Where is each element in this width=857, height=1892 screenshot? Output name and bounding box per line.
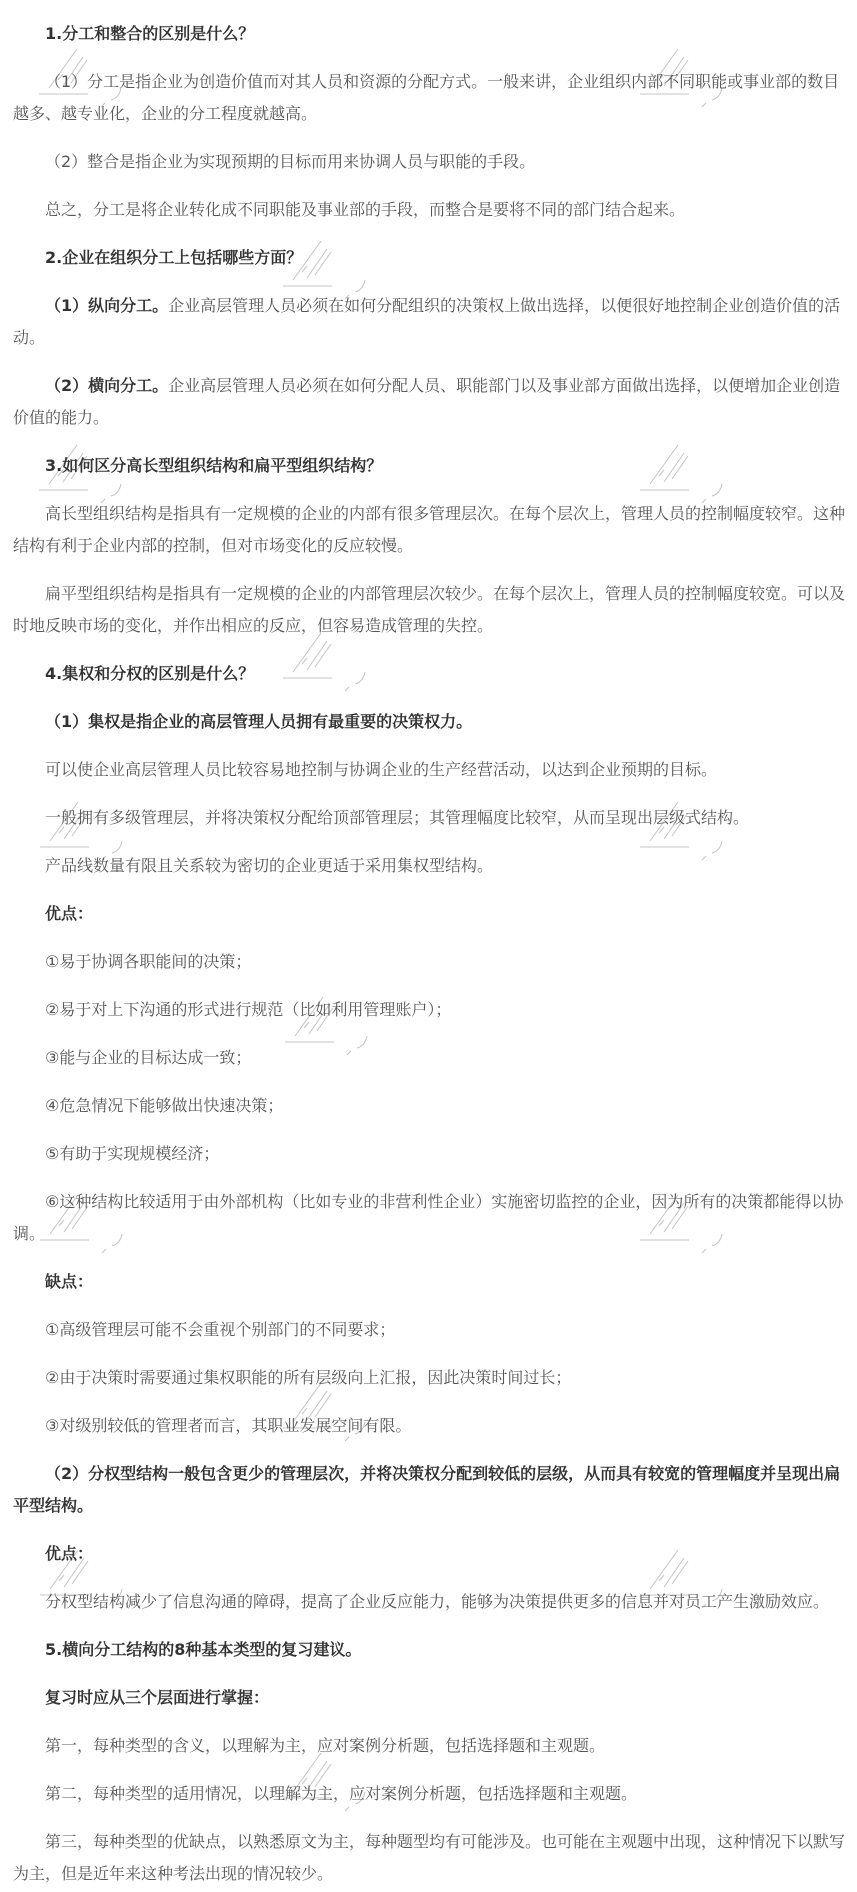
- list-item: ⑥这种结构比较适用于由外部机构（比如专业的非营利性企业）实施密切监控的企业，因为所有的决策都能得以协调。: [13, 1192, 844, 1243]
- list-item: ④危急情况下能够做出快速决策；: [45, 1096, 284, 1115]
- paragraph-text: 企业高层管理人员必须在如何分配人员、职能部门以及事业部方面做出选择，以便增加企业创造价值的能力。: [13, 376, 841, 427]
- paragraph: 第二，每种类型的适用情况，以理解为主，应对案例分析题，包括选择题和主观题。: [45, 1784, 638, 1803]
- paragraph: （2）整合是指企业为实现预期的目标而用来协调人员与职能的手段。: [45, 152, 536, 171]
- article-body: [13, 18, 847, 1890]
- list-item: ③对级别较低的管理者而言，其职业发展空间有限。: [45, 1416, 412, 1435]
- paragraph: 可以使企业高层管理人员比较容易地控制与协调企业的生产经营活动，以达到企业预期的目标。: [45, 760, 718, 779]
- paragraph: 一般拥有多级管理层，并将决策权分配给顶部管理层；其管理幅度比较窄，从而呈现出层级式结构。: [45, 808, 750, 827]
- list-item: ③能与企业的目标达成一致；: [45, 1048, 252, 1067]
- paragraph: 第一，每种类型的含义，以理解为主，应对案例分析题，包括选择题和主观题。: [45, 1736, 606, 1755]
- paragraph: 第三，每种类型的优缺点，以熟悉原文为主，每种题型均有可能涉及。也可能在主观题中出现，这种情况下以默写为主，但是近年来这种考法出现的情况较少。: [13, 1832, 846, 1883]
- list-item: ②由于决策时需要通过集权职能的所有层级向上汇报，因此决策时间过长；: [45, 1368, 572, 1387]
- label-advantages: 优点：: [45, 904, 94, 923]
- paragraph: 扁平型组织结构是指具有一定规模的企业的内部管理层次较少。在每个层次上，管理人员的控制幅度较宽。可以及时地反映市场的变化，并作出相应的反应，但容易造成管理的失控。: [13, 584, 846, 635]
- paragraph-text: 企业高层管理人员必须在如何分配组织的决策权上做出选择，以便很好地控制企业创造价值的活动。: [13, 296, 841, 347]
- list-item: ①易于协调各职能间的决策；: [45, 952, 252, 971]
- list-item: ①高级管理层可能不会重视个别部门的不同要求；: [45, 1320, 396, 1339]
- section-heading: 1.分工和整合的区别是什么？: [45, 24, 255, 43]
- label-review-levels: 复习时应从三个层面进行掌握：: [45, 1688, 270, 1707]
- paragraph: 高长型组织结构是指具有一定规模的企业的内部有很多管理层次。在每个层次上，管理人员的控制幅度较窄。这种结构有利于企业内部的控制，但对市场变化的反应较慢。: [13, 504, 846, 555]
- section-heading: 2.企业在组织分工上包括哪些方面？: [45, 248, 303, 267]
- list-item: ②易于对上下沟通的形式进行规范（比如利用管理账户）；: [45, 1000, 452, 1019]
- bold-paragraph: （2）分权型结构一般包含更少的管理层次，并将决策权分配到较低的层级，从而具有较宽的管理幅度并呈现出扁平型结构。: [13, 1464, 841, 1515]
- paragraph: [13, 370, 847, 434]
- paragraph: [13, 290, 847, 354]
- label-advantages: 优点：: [45, 1544, 94, 1563]
- paragraph-lead: （2）横向分工。: [45, 376, 169, 395]
- paragraph: 总之，分工是将企业转化成不同职能及事业部的手段，而整合是要将不同的部门结合起来。: [45, 200, 686, 219]
- bold-paragraph: （1）集权是指企业的高层管理人员拥有最重要的决策权力。: [45, 712, 473, 731]
- paragraph: （1）分工是指企业为创造价值而对其人员和资源的分配方式。一般来讲，企业组织内部不同职能或事业部的数目越多、越专业化，企业的分工程度就越高。: [13, 72, 840, 123]
- paragraph: 分权型结构减少了信息沟通的障碍，提高了企业反应能力，能够为决策提供更多的信息并对员工产生激励效应。: [45, 1592, 830, 1611]
- label-disadvantages: 缺点：: [45, 1272, 94, 1291]
- paragraph-lead: （1）纵向分工。: [45, 296, 169, 315]
- list-item: ⑤有助于实现规模经济；: [45, 1144, 220, 1163]
- paragraph: 产品线数量有限且关系较为密切的企业更适于采用集权型结构。: [45, 856, 494, 875]
- section-heading: 5.横向分工结构的8种基本类型的复习建议。: [45, 1640, 362, 1659]
- section-heading: 3.如何区分高长型组织结构和扁平型组织结构？: [45, 456, 383, 475]
- section-heading: 4.集权和分权的区别是什么？: [45, 664, 255, 683]
